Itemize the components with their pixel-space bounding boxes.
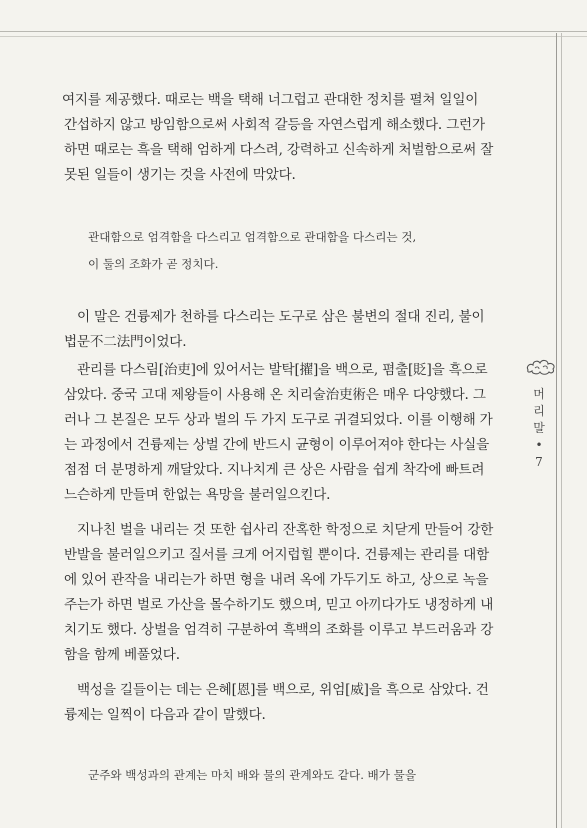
page-number: 7 — [535, 455, 543, 469]
running-head — [530, 386, 548, 471]
block-quote-line-2: 이 둘의 조화가 곧 정치다. — [88, 257, 219, 271]
running-head-separator: • — [535, 438, 543, 452]
block-quote-line-1: 관대함으로 엄격함을 다스리고 엄격함으로 관대함을 다스리는 것, — [88, 230, 417, 244]
block-quote-2: 군주와 백성과의 관계는 마치 배와 물의 관계와도 같다. 배가 물을 — [88, 768, 417, 782]
paragraph-5: 백성을 길들이는 데는 은혜[恩]를 백으로, 위엄[威]을 흑으로 삼았다. 건륭제는 일찍이 다음과 같이 말했다. — [64, 682, 489, 723]
paragraph-1: 여지를 제공했다. 때로는 백을 택해 너그럽고 관대한 정치를 펼쳐 일일이 간섭하지 않고 방임함으로써 사회적 갈등을 자연스럽게 해소했다. 그런가 하면 때로는 흑을 택해 엄하게 다스려, 강력하고 신속하게 처벌함으로써 잘못된 일들이 생기는 것을 사전에 막았다. — [62, 92, 494, 183]
top-border-rule — [0, 31, 587, 37]
running-head-char-2: 리 — [533, 404, 545, 418]
paragraph-3: 관리를 다스림[治吏]에 있어서는 발탁[擢]을 백으로, 폄출[貶]을 흑으로 삼았다. 중국 고대 제왕들이 사용해 온 치리술治吏術은 매우 다양했다. 그러나 그 본질은 모두 상과 벌의 두 가지 도구로 귀결되었다. 이를 이행해 가는 과정에서 건륭제는 상벌 간에 반드시 균형이 이루어져야 한다는 사실을 점점 더 분명하게 깨달았다. 지나치게 큰 상은 사람을 쉽게 착각에 빠트려 느슨하게 만들며 한없는 욕망을 불러일으킨다. — [64, 362, 493, 503]
paragraph-4: 지나친 벌을 내리는 것 또한 쉽사리 잔혹한 학정으로 치닫게 만들어 강한 반발을 불러일으키고 질서를 크게 어지럽힐 뿐이다. 건륭제는 관리를 대함에 있어 관작을 내리는가 하면 형을 내려 옥에 가두기도 하고, 상으로 녹을 주는가 하면 벌로 가산을 몰수하기도 했으며, 믿고 아끼다가도 냉정하게 내치기도 했다. 상벌을 엄격히 구분하여 흑백의 조화를 이루고 부드러움과 강함을 함께 베풀었다. — [64, 522, 494, 663]
cloud-ornament-icon — [525, 356, 557, 376]
running-head-char-3: 말 — [533, 421, 545, 435]
side-border-rule — [556, 33, 562, 828]
paragraph-2: 이 말은 건륭제가 천하를 다스리는 도구로 삼은 불변의 절대 진리, 불이법문不二法門이었다. — [64, 309, 485, 350]
running-head-char-1: 머 — [533, 387, 545, 401]
